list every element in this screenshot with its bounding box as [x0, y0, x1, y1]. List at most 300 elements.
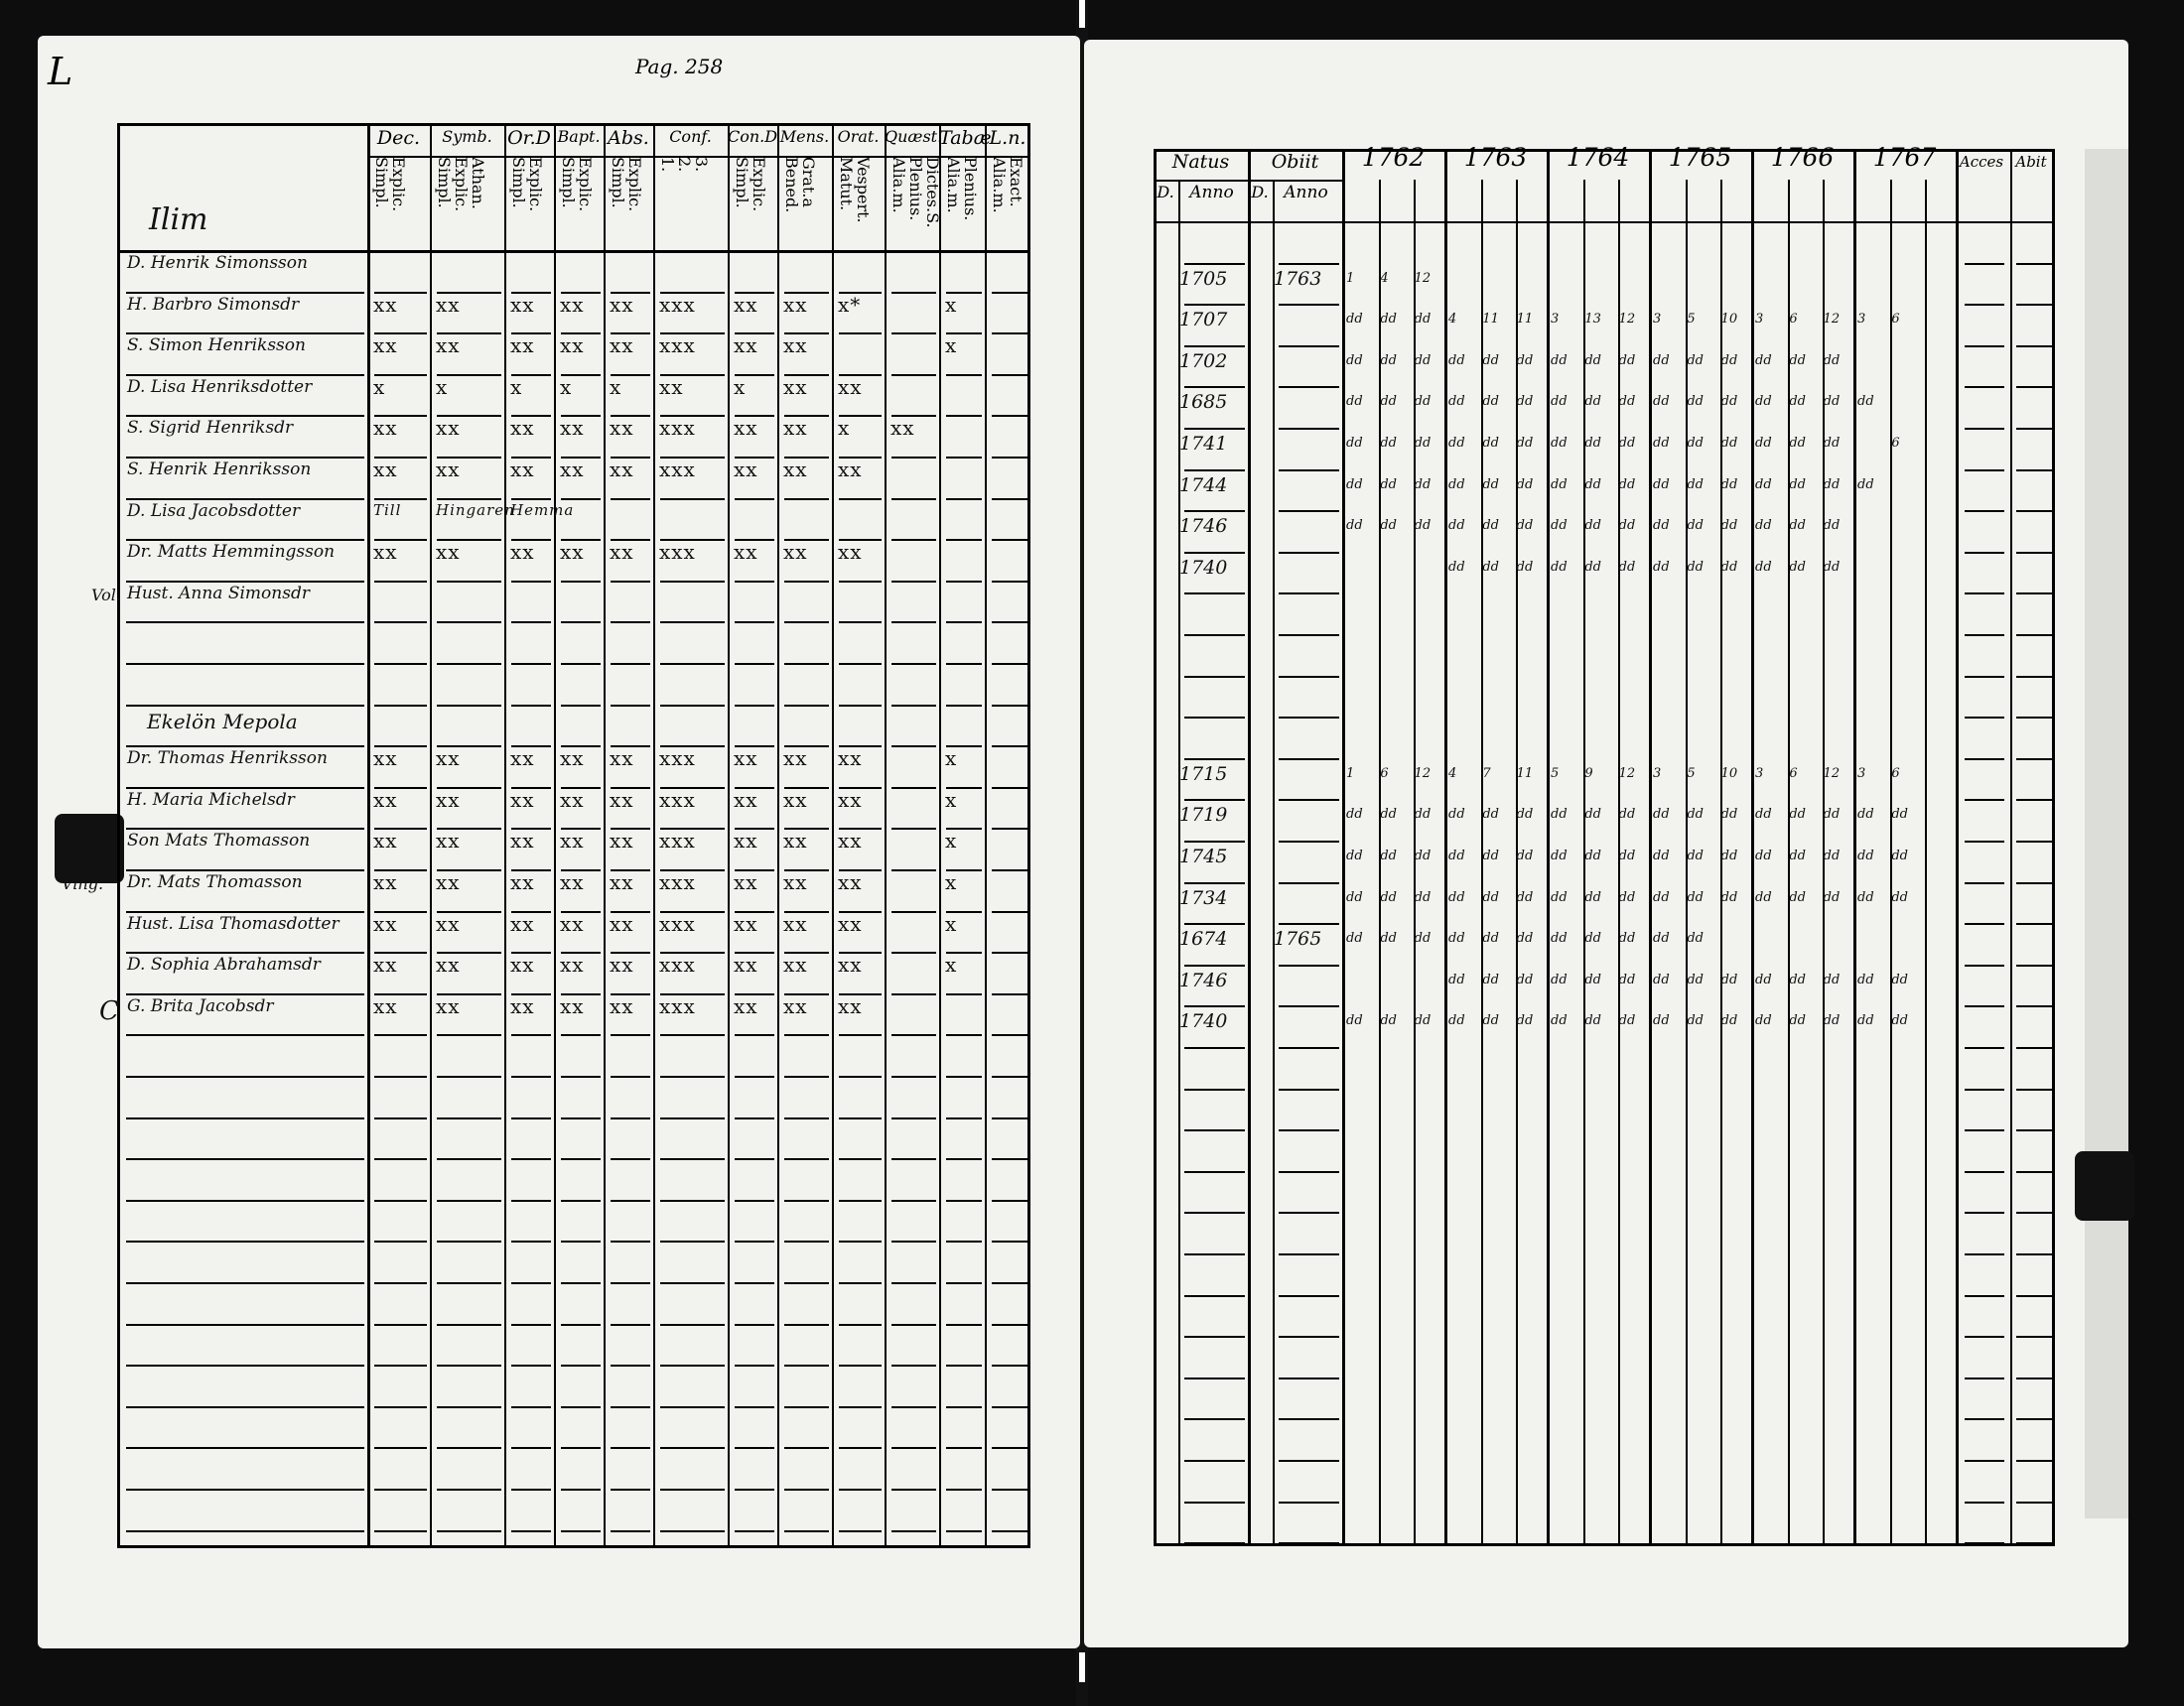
row-line — [2016, 1212, 2052, 1214]
person-name: Son Mats Thomasson — [127, 831, 311, 852]
cell-line — [992, 332, 1027, 334]
row-line — [1279, 634, 1339, 636]
row-line — [1279, 923, 1339, 925]
exam-result: dd — [1584, 807, 1601, 823]
cell-line — [992, 374, 1027, 376]
exam-result: 5 — [1687, 312, 1696, 328]
person-name: D. Lisa Jacobsdotter — [127, 500, 301, 521]
exam-result: dd — [1482, 931, 1499, 947]
cell-line — [561, 663, 601, 665]
row-line — [1279, 1047, 1339, 1049]
cell-line — [839, 705, 882, 707]
cell-line — [992, 1447, 1027, 1449]
exam-result: 9 — [1584, 765, 1593, 781]
row-line — [1965, 1460, 2004, 1462]
confirmation-mark: xx — [783, 829, 808, 853]
cell-line — [992, 1489, 1027, 1491]
cell-line — [611, 1324, 650, 1326]
exam-result: dd — [1653, 931, 1670, 947]
cell-line — [891, 1241, 936, 1243]
confirmation-mark: xx — [510, 292, 535, 317]
exam-result: dd — [1380, 889, 1397, 905]
column-header: L.n. — [989, 127, 1026, 149]
birth-year: 1685 — [1179, 391, 1228, 414]
cell-line — [992, 1034, 1027, 1036]
exam-result: dd — [1448, 889, 1465, 905]
exam-result: dd — [1584, 476, 1601, 492]
row-line — [1965, 510, 2004, 512]
exam-result: dd — [1516, 1013, 1534, 1029]
exam-result: dd — [1618, 972, 1636, 987]
cell-line — [891, 1034, 936, 1036]
confirmation-mark: xx — [436, 911, 461, 936]
exam-result: dd — [1618, 889, 1636, 905]
row-line — [126, 1282, 364, 1284]
confirmation-mark: xx — [610, 953, 634, 978]
cell-line — [891, 1200, 936, 1202]
cell-line — [374, 705, 427, 707]
cell-line — [784, 1489, 829, 1491]
row-line — [1965, 1418, 2004, 1420]
exam-result: dd — [1618, 518, 1636, 534]
column-divider — [728, 126, 730, 1545]
confirmation-mark: Hemma — [510, 500, 575, 519]
margin-note: C — [99, 995, 119, 1026]
acces-header: Acces — [1959, 153, 2004, 171]
cell-line — [611, 581, 650, 583]
row-line — [1184, 1378, 1245, 1379]
cell-line — [946, 1282, 982, 1284]
cell-line — [561, 1200, 601, 1202]
cell-line — [839, 1530, 882, 1532]
row-line — [1184, 676, 1245, 678]
row-line — [1184, 428, 1245, 430]
confirmation-mark: x — [945, 292, 958, 317]
row-line — [2016, 1005, 2052, 1007]
exam-result: dd — [1687, 1013, 1704, 1029]
confirmation-mark: xx — [783, 870, 808, 894]
confirmation-mark: xx — [436, 416, 461, 441]
row-line — [1965, 469, 2004, 471]
row-line — [126, 1489, 364, 1491]
row-line — [126, 663, 364, 665]
exam-result: dd — [1720, 394, 1738, 410]
exam-result: dd — [1516, 476, 1534, 492]
exam-result: dd — [1516, 972, 1534, 987]
cell-line — [839, 1241, 882, 1243]
row-line — [126, 457, 364, 459]
row-line — [1279, 428, 1339, 430]
cell-line — [891, 911, 936, 913]
row-line — [126, 621, 364, 623]
exam-result: dd — [1618, 394, 1636, 410]
confirmation-mark: xx — [783, 746, 808, 771]
cell-line — [374, 621, 427, 623]
exam-result: dd — [1414, 518, 1432, 534]
year-header: 1764 — [1566, 143, 1630, 172]
exam-result: 4 — [1448, 312, 1457, 328]
confirmation-mark: xx — [734, 458, 758, 481]
row-line — [1965, 1005, 2004, 1007]
column-subheader: Dictes.S. Plenius. Alia.m. — [889, 157, 942, 228]
cell-line — [839, 663, 882, 665]
confirmation-mark: xx — [610, 787, 634, 812]
cell-line — [946, 705, 982, 707]
confirmation-mark: xxx — [659, 292, 696, 317]
person-name: D. Sophia Abrahamsdr — [127, 955, 321, 976]
row-line — [1184, 386, 1245, 388]
death-year: 1765 — [1274, 928, 1322, 951]
exam-result: dd — [1789, 436, 1806, 451]
cell-line — [660, 581, 725, 583]
exam-result: dd — [1551, 559, 1568, 575]
confirmation-mark: x — [610, 374, 622, 399]
cell-line — [735, 663, 774, 665]
exam-result: dd — [1448, 972, 1465, 987]
column-header: Orat. — [837, 127, 880, 146]
row-line — [1279, 510, 1339, 512]
cell-line — [561, 1158, 601, 1160]
exam-result: dd — [1857, 972, 1874, 987]
row-line — [2016, 1129, 2052, 1131]
exam-result: dd — [1414, 394, 1432, 410]
cell-line — [784, 1158, 829, 1160]
confirmation-mark: xx — [659, 374, 684, 399]
exam-result: dd — [1584, 931, 1601, 947]
exam-result: dd — [1482, 476, 1499, 492]
confirmation-mark: xx — [560, 458, 585, 481]
cell-line — [735, 1241, 774, 1243]
row-line — [126, 1158, 364, 1160]
cell-line — [839, 1447, 882, 1449]
exam-result: 6 — [1891, 765, 1900, 781]
row-line — [2016, 1171, 2052, 1173]
confirmation-mark: xx — [436, 829, 461, 853]
row-line — [2016, 1460, 2052, 1462]
exam-result: dd — [1414, 931, 1432, 947]
confirmation-mark: xx — [838, 458, 863, 481]
row-line — [1279, 758, 1339, 760]
cell-line — [611, 1447, 650, 1449]
column-divider — [1273, 180, 1275, 1543]
confirmation-mark: xx — [436, 292, 461, 317]
exam-result: 10 — [1720, 765, 1738, 781]
cell-line — [992, 869, 1027, 871]
exam-result: dd — [1720, 972, 1738, 987]
person-name: Dr. Matts Hemmingsson — [127, 542, 336, 563]
row-line — [126, 1365, 364, 1367]
row-line — [2016, 263, 2052, 265]
exam-result: dd — [1755, 394, 1772, 410]
cell-line — [735, 1076, 774, 1078]
confirmation-mark: xx — [510, 870, 535, 894]
exam-result: 6 — [1891, 436, 1900, 451]
cell-line — [437, 1365, 501, 1367]
cell-line — [992, 457, 1027, 459]
row-line — [1965, 304, 2004, 306]
confirmation-mark: xx — [510, 416, 535, 441]
exam-result: 6 — [1380, 765, 1389, 781]
confirmation-mark: xx — [510, 458, 535, 481]
row-line — [2016, 1378, 2052, 1379]
confirmation-mark: xx — [373, 540, 398, 565]
exam-result: dd — [1380, 476, 1397, 492]
cell-line — [660, 1034, 725, 1036]
exam-result: dd — [1346, 931, 1363, 947]
cell-line — [946, 1034, 982, 1036]
confirmation-mark: xx — [783, 374, 808, 399]
exam-result: dd — [1346, 889, 1363, 905]
column-subheader: Explic. Simpl. — [372, 157, 408, 212]
column-header: Bapt. — [557, 127, 601, 146]
exam-result: 3 — [1551, 312, 1560, 328]
cell-line — [437, 1282, 501, 1284]
folio-number: Pag. 258 — [635, 55, 724, 78]
row-line — [1279, 882, 1339, 884]
cell-line — [561, 1117, 601, 1119]
exam-result: dd — [1789, 1013, 1806, 1029]
cell-line — [891, 828, 936, 830]
row-line — [1184, 1253, 1245, 1255]
cell-line — [839, 1158, 882, 1160]
row-line — [1965, 799, 2004, 801]
exam-result: dd — [1618, 807, 1636, 823]
confirmation-mark: xx — [783, 540, 808, 565]
right-register-table — [1154, 149, 2055, 1546]
confirmation-mark: xxx — [659, 746, 696, 771]
exam-result: dd — [1346, 436, 1363, 451]
exam-result: dd — [1857, 476, 1874, 492]
cell-line — [992, 993, 1027, 995]
exam-result: dd — [1448, 476, 1465, 492]
row-line — [1279, 841, 1339, 843]
cell-line — [511, 1200, 551, 1202]
exam-result: dd — [1687, 436, 1704, 451]
row-line — [126, 1034, 364, 1036]
cell-line — [839, 498, 882, 500]
exam-result: dd — [1857, 1013, 1874, 1029]
row-line — [1184, 263, 1245, 265]
exam-result: dd — [1823, 436, 1841, 451]
exam-result: dd — [1755, 352, 1772, 368]
header-divider — [1157, 180, 1345, 182]
confirmation-mark: xx — [838, 746, 863, 771]
confirmation-mark: xx — [734, 746, 758, 771]
row-line — [2016, 882, 2052, 884]
exam-result: dd — [1448, 559, 1465, 575]
row-line — [126, 539, 364, 541]
birth-year: 1740 — [1179, 556, 1228, 579]
cell-line — [891, 1530, 936, 1532]
column-divider — [832, 126, 834, 1545]
exam-result: dd — [1823, 972, 1841, 987]
cell-line — [611, 705, 650, 707]
natus-day-header: D. — [1157, 183, 1174, 201]
cell-line — [437, 1489, 501, 1491]
row-line — [2016, 510, 2052, 512]
person-name: Hust. Lisa Thomasdotter — [127, 913, 340, 934]
cell-line — [611, 1034, 650, 1036]
confirmation-mark: x — [436, 374, 449, 399]
exam-result: dd — [1448, 931, 1465, 947]
row-line — [1965, 1295, 2004, 1297]
exam-result: 7 — [1482, 765, 1491, 781]
margin-note: Vol. — [91, 585, 121, 604]
cell-line — [784, 1530, 829, 1532]
cell-line — [561, 1324, 601, 1326]
exam-result: dd — [1755, 807, 1772, 823]
exam-result: dd — [1380, 931, 1397, 947]
death-year: 1763 — [1274, 267, 1322, 290]
spine-mark-top — [1079, 0, 1085, 28]
cell-line — [660, 1076, 725, 1078]
exam-result: dd — [1584, 559, 1601, 575]
row-line — [1965, 386, 2004, 388]
confirmation-mark: Hingaren — [436, 500, 515, 519]
row-line — [2016, 552, 2052, 554]
confirmation-mark: xx — [610, 911, 634, 936]
exam-result: dd — [1857, 889, 1874, 905]
row-line — [126, 1406, 364, 1408]
exam-result: dd — [1891, 972, 1908, 987]
row-line — [1184, 965, 1245, 967]
row-line — [2016, 1047, 2052, 1049]
cell-line — [660, 1324, 725, 1326]
cell-line — [611, 1282, 650, 1284]
column-subheader: Explic. Simpl. — [733, 157, 768, 212]
exam-result: dd — [1789, 889, 1806, 905]
cell-line — [611, 1200, 650, 1202]
column-divider — [604, 126, 606, 1545]
confirmation-mark: xx — [373, 953, 398, 978]
exam-result: dd — [1551, 352, 1568, 368]
exam-result: dd — [1755, 559, 1772, 575]
confirmation-mark: x* — [838, 292, 862, 317]
row-line — [2016, 469, 2052, 471]
exam-result: dd — [1551, 436, 1568, 451]
cell-line — [437, 581, 501, 583]
confirmation-mark: xxx — [659, 540, 696, 565]
birth-year: 1740 — [1179, 1010, 1228, 1033]
confirmation-mark: xx — [560, 746, 585, 771]
confirmation-mark: xx — [560, 993, 585, 1018]
exam-result: dd — [1551, 394, 1568, 410]
cell-line — [660, 621, 725, 623]
cell-line — [511, 663, 551, 665]
cell-line — [946, 415, 982, 417]
cell-line — [511, 498, 551, 500]
cell-line — [660, 663, 725, 665]
confirmation-mark: xx — [560, 787, 585, 812]
confirmation-mark: xx — [734, 540, 758, 565]
cell-line — [374, 1117, 427, 1119]
confirmation-mark: x — [945, 746, 958, 771]
cell-line — [839, 621, 882, 623]
cell-line — [735, 1447, 774, 1449]
cell-line — [437, 1530, 501, 1532]
row-line — [126, 911, 364, 913]
cell-line — [839, 1117, 882, 1119]
row-line — [1279, 1542, 1339, 1544]
row-line — [1184, 1129, 1245, 1131]
birth-year: 1702 — [1179, 349, 1228, 372]
column-divider — [2010, 152, 2012, 1543]
row-line — [1279, 1253, 1339, 1255]
exam-result: dd — [1584, 849, 1601, 863]
cell-line — [611, 1076, 650, 1078]
cell-line — [735, 581, 774, 583]
exam-result: 11 — [1516, 765, 1534, 781]
exam-result: dd — [1482, 559, 1499, 575]
exam-result: 3 — [1755, 765, 1764, 781]
cell-line — [946, 1447, 982, 1449]
confirmation-mark: xx — [373, 746, 398, 771]
cell-line — [992, 415, 1027, 417]
exam-result: dd — [1448, 394, 1465, 410]
row-line — [1184, 510, 1245, 512]
cell-line — [660, 1200, 725, 1202]
cell-line — [735, 705, 774, 707]
column-divider — [985, 126, 987, 1545]
year-divider — [1649, 152, 1652, 1543]
exam-result: 12 — [1823, 312, 1841, 328]
cell-line — [784, 1282, 829, 1284]
cell-line — [511, 621, 551, 623]
cell-line — [437, 1447, 501, 1449]
person-name: H. Maria Michelsdr — [127, 789, 295, 810]
exam-result: dd — [1346, 352, 1363, 368]
exam-result: dd — [1857, 849, 1874, 863]
cell-line — [839, 332, 882, 334]
column-header: Tabæ — [939, 127, 992, 149]
cell-line — [992, 1324, 1027, 1326]
exam-result: dd — [1448, 436, 1465, 451]
column-header: Dec. — [376, 127, 421, 149]
exam-result: dd — [1346, 1013, 1363, 1029]
exam-result: dd — [1720, 1013, 1738, 1029]
exam-result: dd — [1687, 849, 1704, 863]
birth-year: 1674 — [1179, 928, 1228, 951]
exam-result: dd — [1653, 476, 1670, 492]
row-line — [1279, 469, 1339, 471]
exam-result: dd — [1380, 518, 1397, 534]
confirmation-mark: x — [510, 374, 523, 399]
exam-result: 11 — [1482, 312, 1499, 328]
exam-result: dd — [1380, 1013, 1397, 1029]
cell-line — [561, 1241, 601, 1243]
exam-result: 6 — [1789, 312, 1798, 328]
confirmation-mark: x — [734, 374, 747, 399]
confirmation-mark: xx — [734, 993, 758, 1018]
confirmation-mark: xx — [560, 829, 585, 853]
row-line — [126, 869, 364, 871]
exam-result: dd — [1551, 1013, 1568, 1029]
confirmation-mark: xx — [610, 540, 634, 565]
row-line — [1279, 1418, 1339, 1420]
row-line — [2016, 676, 2052, 678]
column-subheader: Athan. Explic. Simpl. — [435, 157, 487, 212]
cell-line — [511, 1158, 551, 1160]
cell-line — [437, 498, 501, 500]
row-line — [1965, 1129, 2004, 1131]
cell-line — [992, 911, 1027, 913]
exam-result: dd — [1482, 889, 1499, 905]
cell-line — [784, 498, 829, 500]
row-line — [126, 1117, 364, 1119]
confirmation-mark: xx — [373, 333, 398, 358]
row-line — [126, 332, 364, 334]
exam-result: dd — [1653, 352, 1670, 368]
